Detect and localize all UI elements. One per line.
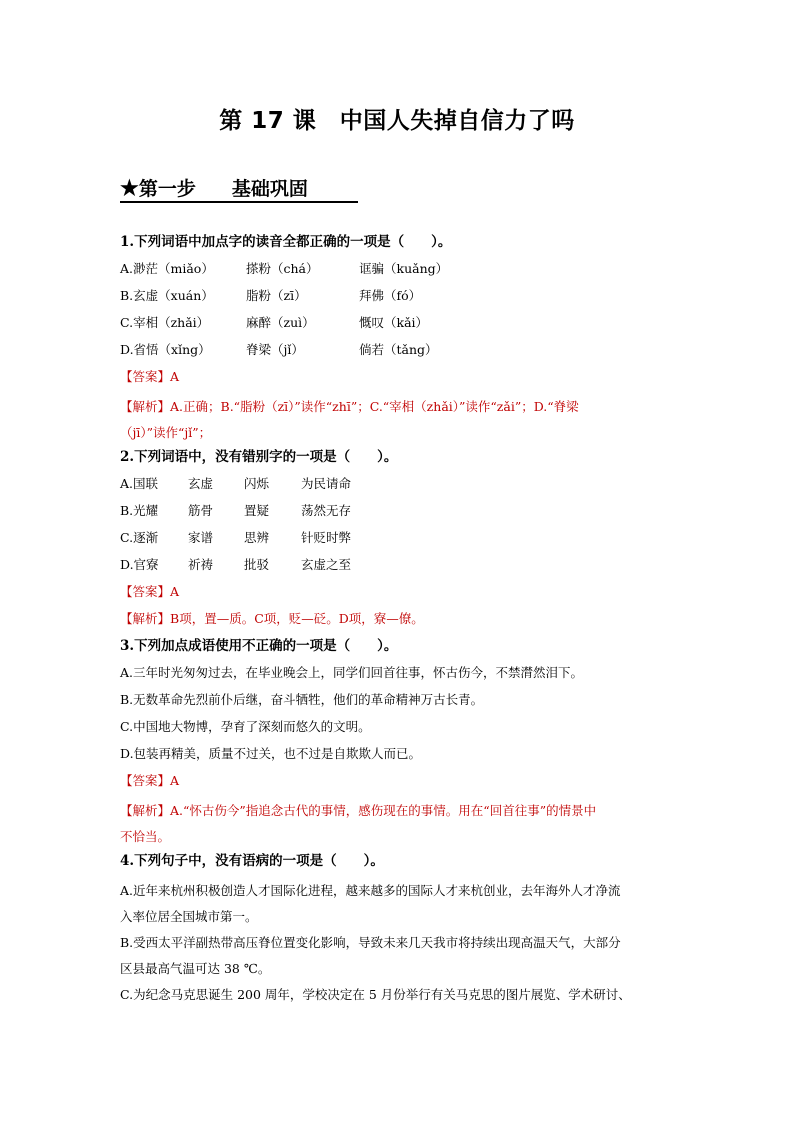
question-1-option-a: A.渺茫（miǎo） 搽粉（chá） 诓骗（kuǎng） [120,261,449,276]
question-4-option-c: C.为纪念马克思诞生 200 周年，学校决定在 5 月份举行有关马克思的图片展览、学术研讨、 [120,987,631,1002]
question-1-explanation: 【解析】A.正确；B.“脂粉（zī）”读作“zhī”；C.“宰相（zhǎi）”读作“zǎi”；D.“脊梁 （jī）”读作“jǐ”； [120,399,579,440]
question-3-option-d: D.包装再精美，质量不过关，也不过是自欺欺人而已。 [120,746,422,761]
question-4-stem: 4.下列句子中，没有语病的一项是（ ）。 [120,853,384,869]
question-2-option-b: B.光耀 筋骨 置疑 荡然无存 [120,503,352,518]
question-3-stem: 3.下列加点成语使用不正确的一项是（ ）。 [120,638,398,654]
page-title: 第 17 课 中国人失掉自信力了吗 [219,108,575,134]
question-2-option-a: A.国联 玄虚 闪烁 为民请命 [120,476,352,491]
section-title: 基础巩固 [231,178,308,200]
question-1-option-d: D.省悟（xǐng） 脊梁（jǐ） 倘若（tǎng） [120,342,438,357]
question-3-option-c: C.中国地大物博，孕育了深刻而悠久的文明。 [120,719,371,734]
question-2-answer: 【答案】A [120,584,180,599]
question-1-option-b: B.玄虚（xuán） 脂粉（zī） 拜佛（fó） [120,288,422,303]
star-icon: ★ [120,175,139,200]
question-2-option-c: C.逐渐 家谱 思辨 针贬时弊 [120,530,352,545]
question-1-option-c: C.宰相（zhǎi） 麻醉（zuì） 慨叹（kǎi） [120,315,429,330]
section-heading [120,174,308,201]
question-1-answer: 【答案】A [120,369,180,384]
question-2-stem: 2.下列词语中，没有错别字的一项是（ ）。 [120,449,398,465]
question-4-option-b: B.受西太平洋副热带高压脊位置变化影响，导致未来几天我市将持续出现高温天气，大部分 区县最高气温可达 38 ℃。 [120,935,621,976]
exercise-content [120,232,680,1008]
question-3-option-a: A.三年时光匆匆过去，在毕业晚会上，同学们回首往事，怀古伤今，不禁潸然泪下。 [120,665,584,680]
question-4-option-a: A.近年来杭州积极创造人才国际化进程，越来越多的国际人才来杭创业，去年海外人才净流 入率位居全国城市第一。 [120,883,621,924]
question-1-stem: 1.下列词语中加点字的读音全都正确的一项是（ ）。 [120,234,452,250]
question-3-answer: 【答案】A [120,773,180,788]
section-step-label: 第一步 [138,178,196,200]
question-2-explanation: 【解析】B项，置—质。C项，贬—砭。D项，寮—僚。 [120,611,424,626]
question-3-option-b: B.无数革命先烈前仆后继，奋斗牺牲，他们的革命精神万古长青。 [120,692,484,707]
question-3-explanation: 【解析】A.“怀古伤今”指追念古代的事情，感伤现在的事情。用在“回首往事”的情景中 不恰当。 [120,803,597,844]
section-underline [120,201,358,203]
question-2-option-d: D.官寮 祈祷 批驳 玄虚之至 [120,557,352,572]
